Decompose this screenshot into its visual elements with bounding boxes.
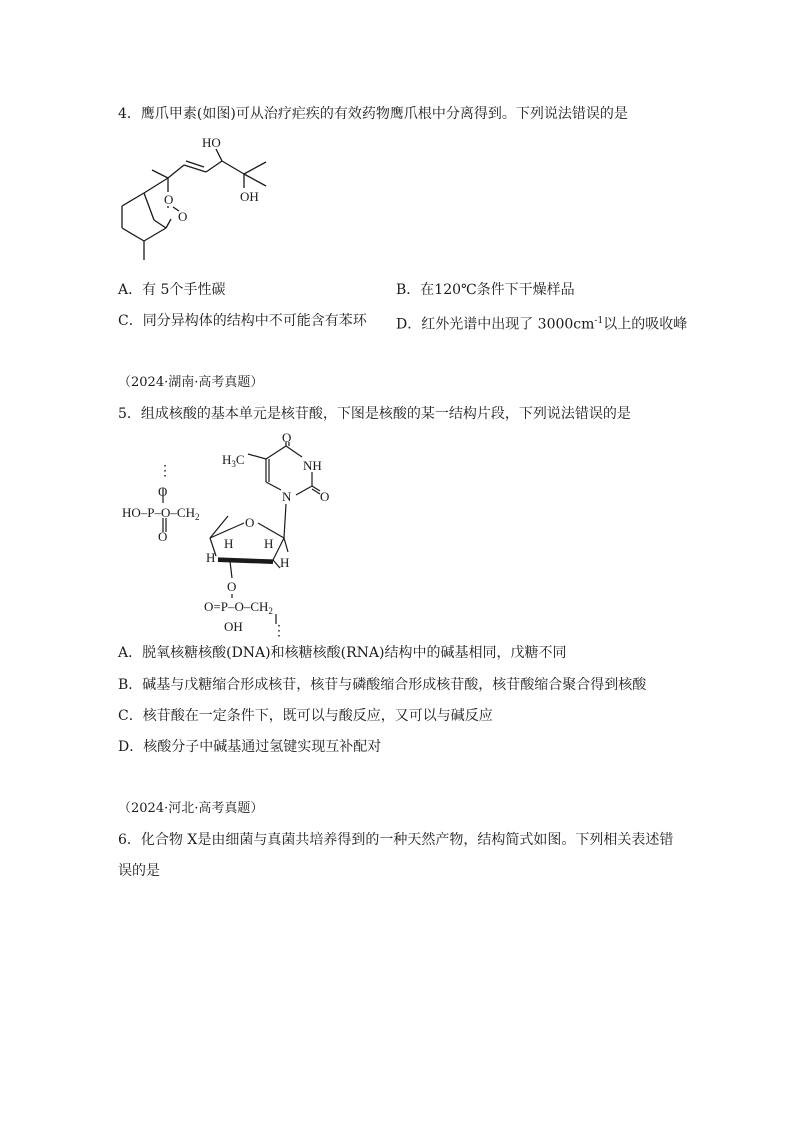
q6-source: （2024·河北·高考真题） xyxy=(118,801,264,816)
q5-label-o-top: O xyxy=(158,484,168,499)
q5-structure-nucleotide-fragment xyxy=(118,428,348,638)
q5-source: （2024·湖南·高考真题） xyxy=(118,375,264,390)
q5-label-o-carbonyl-top: O xyxy=(282,430,292,445)
q5-option-a: A．脱氧核糖核酸(DNA)和核糖核酸(RNA)结构中的碱基相同，戊糖不同 xyxy=(118,645,567,661)
q5-label-h3c: $H_3C$ xyxy=(222,452,245,469)
q5-label-h-c: H xyxy=(264,536,274,551)
question-6-stem-line1: 6．化合物 X是由细菌与真菌共培养得到的一种天然产物，结构简式如图。下列相关表述错 xyxy=(118,832,674,848)
q5-label-o-3p: O xyxy=(227,579,237,594)
q5-bottom-dots: ⋮ xyxy=(272,624,286,639)
question-6-stem-line2: 误的是 xyxy=(118,863,160,879)
q5-label-ring-o: O xyxy=(245,515,255,530)
q4-label-oh: OH xyxy=(240,189,259,204)
q4-skeleton-bonds xyxy=(122,149,266,260)
question-4-stem: 4．鹰爪甲素(如图)可从治疗疟疾的有效药物鹰爪根中分离得到。下列说法错误的是 xyxy=(118,106,628,122)
q5-skeleton-bonds xyxy=(163,442,320,624)
q5-label-h-d: H xyxy=(280,555,290,570)
q5-label-h-a: H xyxy=(224,536,234,551)
q5-option-d: D．核酸分子中碱基通过氢键实现互补配对 xyxy=(118,739,382,755)
q4-option-c: C．同分异构体的结构中不可能含有苯环 xyxy=(118,313,367,329)
q4-label-o1: O xyxy=(164,192,174,207)
q4-option-d: D．红外光谱中出现了 $3000cm^{-1}$以上的吸收峰 xyxy=(396,316,688,333)
q4-structure-yingzhuajiasu xyxy=(110,128,290,268)
q5-label-h-b: H xyxy=(206,550,216,565)
q5-label-nh: NH xyxy=(303,458,322,473)
q5-option-c: C．核苷酸在一定条件下，既可以与酸反应，又可以与碱反应 xyxy=(118,708,493,724)
q5-label-oh-bottom: OH xyxy=(224,619,243,634)
q4-option-a: A．有 5个手性碳 xyxy=(118,282,226,298)
question-5-stem: 5．组成核酸的基本单元是核苷酸，下图是核酸的某一结构片段，下列说法错误的是 xyxy=(118,406,631,422)
q4-label-o2: O xyxy=(178,209,188,224)
q5-option-b: B．碱基与戊糖缩合形成核苷，核苷与磷酸缩合形成核苷酸，核苷酸缩合聚合得到核酸 xyxy=(118,677,647,693)
q5-label-o-p-o-ch2: $O=P-O-CH_2$ xyxy=(204,599,273,616)
q5-label-ho-p-o-ch2: $HO-P-O-CH_2$ xyxy=(122,505,200,522)
q4-option-b: B．在120℃条件下干燥样品 xyxy=(396,282,575,298)
q5-top-dots: ⋮ xyxy=(158,464,172,479)
q4-label-ho: HO xyxy=(202,135,221,150)
q5-label-n: N xyxy=(282,489,292,504)
q5-label-o-carbonyl-right: O xyxy=(320,489,330,504)
q5-label-o-low: O xyxy=(158,529,168,544)
